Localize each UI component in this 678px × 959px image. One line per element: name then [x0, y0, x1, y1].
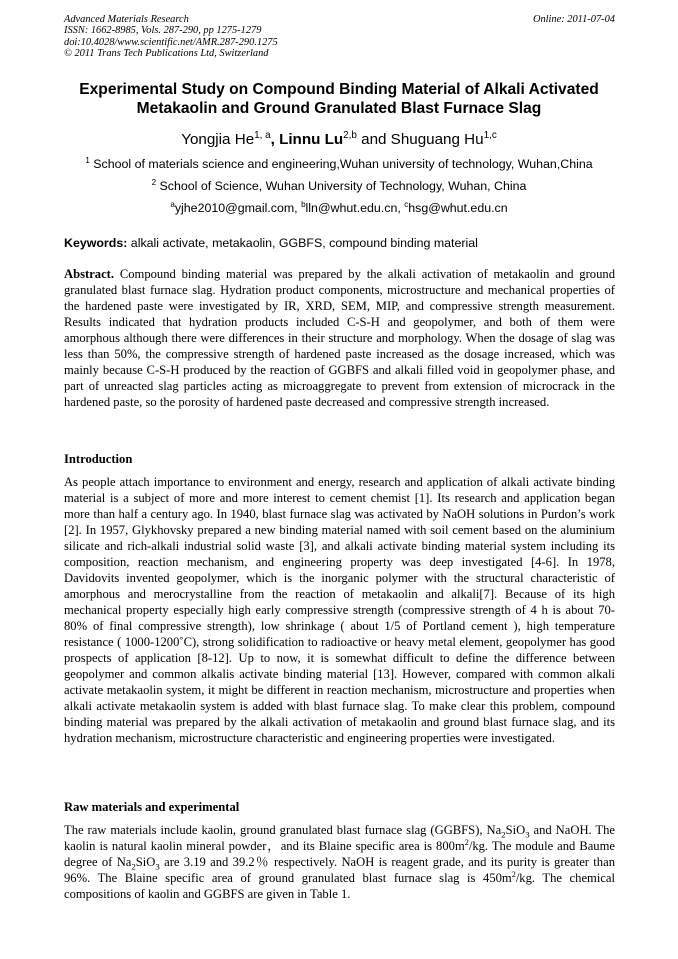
text-run: /kg. The chemical compositions of kaolin and GGBFS are given in Table 1. [64, 871, 616, 901]
affiliation-number: 2 [151, 177, 157, 187]
keywords [64, 236, 615, 251]
author-line [40, 130, 638, 150]
abstract-text: Compound binding material was prepared by the alkali activation of metakaolin and ground granulated blast furnace slag. Hydration product components, microstructure and mechanical properties of the hardened paste were investigated by IR, XRD, SEM, MIP, and compressive strength measurement. Results indicated that hydration products included C-S-H and geopolymer, and both of them were amorphous although there were differences in their structure and morphology. When the dosage of slag was less than 50%, the compressive strength of hardened paste increased as the dosage increased, which was mainly because C-S-H produced by the reaction of GGBFS and alkali filled void in geopolymer phase, and part of unreacted slag particles acting as microaggregate to prevent from extension of microcrack in the hardened paste, so the porosity of hardened paste decreased and compressive strength increased. [64, 267, 615, 409]
subscript: 3 [525, 829, 530, 840]
subscript: 2 [501, 829, 506, 840]
text-run: and NaOH. The kaolin is natural kaolin mineral powder，and its Blaine specific area is 800m [64, 823, 615, 853]
introduction-text: As people attach importance to environment and energy, research and application of alkali activate binding material is a subject of more and more interest to cement chemist [1]. Its research and application began more than half a century ago. In 1940, blast furnace slag was activated by NaOH solutions in Purdon’s work [2]. In 1957, Glykhovsky prepared a new binding material named with soil cement based on the aluminium silicate and rich-alkali industrial solid waste [3], and alkali activate binding material system including its composition, reaction mechanism, and engineering property was deep investigated [4-6]. In 1978, Davidovits invented geopolymer, which is the inorganic polymer with the structural characteristic of amorphous and merocrystalline from the reaction of metakaolin and alkali[7]. Because of its high mechanical property especially high early compressive strength (compressive strength of 4 h is about 70-80% of final compressive strength), low shrinkage ( about 1/5 of Portland cement ), high temperature resistance ( 1000-1200˚C), strong solidification to radioactive or heavy metal element, geopolymer has good prospects of application [8-12]. Up to now, it is somewhat difficult to define the difference between geopolymer and common alkalis activate binding material [13]. However, compared with common alkali activate metakaolin system, it might be different in reaction mechanism, microstructure and properties when alkali activate metakaolin system is added with blast furnace slag. To make clear this problem, compound binding material was prepared by the alkali activation of metakaolin and ground blast furnace slag, and its hydration mechanism, microstructure characteristic and engineering properties were investigated. [64, 475, 615, 745]
text-run: are 3.19 and 39.2％ respectively. NaOH is reagent grade, and its purity is greater than 96%. The Blaine specific area of ground granulated blast furnace slag is 450m [64, 855, 615, 885]
section-heading-raw-materials: Raw materials and experimental [64, 800, 240, 814]
journal-name: Advanced Materials Research [64, 14, 189, 25]
text-run: SiO [505, 823, 526, 837]
author-superscript: 1, a [254, 129, 271, 141]
email-marker: c [404, 199, 409, 209]
paper-title: Experimental Study on Compound Binding Material of Alkali Activated Metakaolin and Ground Granulated Blast Furnace Slag [79, 81, 599, 117]
superscript: 2 [511, 869, 516, 879]
affiliation-text: School of Science, Wuhan University of Technology, Wuhan, China [156, 179, 527, 193]
page-header [64, 14, 615, 60]
author-superscript: 2,b [343, 129, 357, 141]
email-marker: b [301, 199, 306, 209]
section-heading-introduction: Introduction [64, 452, 133, 466]
text-run: /kg. The module and Baume degree of Na [64, 839, 615, 869]
superscript: 2 [464, 837, 469, 847]
text-run: The raw materials include kaolin, ground granulated blast furnace slag (GGBFS), Na [64, 823, 502, 837]
email-address: lln@whut.edu.cn, [305, 201, 405, 215]
keywords-label: Keywords: [64, 236, 128, 250]
text-run: SiO [135, 855, 156, 869]
author-superscript: 1,c [483, 129, 497, 141]
raw-materials-text [64, 822, 615, 902]
doi-line: doi:10.4028/www.scientific.net/AMR.287-290.1275 [64, 36, 278, 48]
author-separator: , Linnu Lu [270, 131, 344, 148]
keywords-text: alkali activate, metakaolin, GGBFS, compound binding material [127, 236, 478, 250]
affiliation-number: 1 [85, 155, 90, 165]
subscript: 2 [131, 861, 136, 872]
abstract [64, 266, 615, 410]
email-marker: a [170, 199, 175, 209]
email-address: yjhe2010@gmail.com, [174, 201, 302, 215]
email-address: hsg@whut.edu.cn [408, 201, 508, 215]
online-date: Online: 2011-07-04 [532, 14, 615, 25]
copyright-line: © 2011 Trans Tech Publications Ltd, Switzerland [64, 48, 269, 60]
affiliation-text: School of materials science and engineering,Wuhan university of technology, Wuhan,China [89, 157, 593, 171]
email-line [40, 200, 638, 216]
affiliation-1 [40, 156, 638, 172]
author-name: and Shuguang Hu [356, 131, 484, 148]
abstract-label: Abstract. [64, 267, 115, 281]
issn-line: ISSN: 1662-8985, Vols. 287-290, pp 1275-1279 [64, 25, 262, 37]
author-name: Yongjia He [181, 131, 255, 148]
affiliation-2 [40, 178, 638, 194]
subscript: 3 [155, 861, 160, 872]
